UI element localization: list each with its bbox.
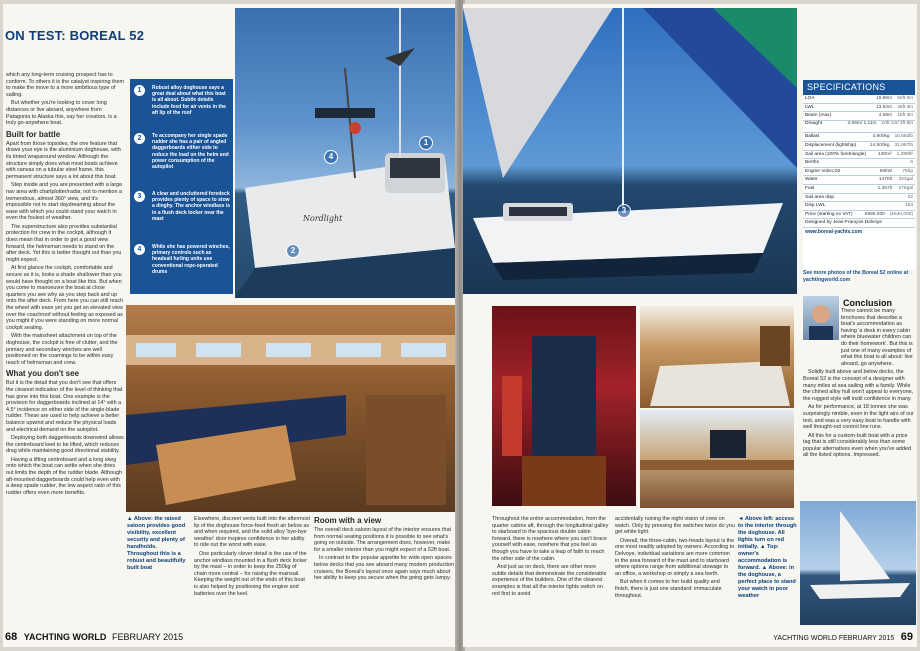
spec-imperial: 52ft 0in [897,96,913,101]
spec-imperial: 153 [904,203,913,209]
page-number-right: 69 [900,631,913,643]
conclusion-text: There cannot be many brochures that describe a boat's accommodation as having 'a desk in every cabin where bluewater children can do their homework'. But this is just one of many examples of what this boat is all about: live aboard, go anywhere. Solidly built above and below decks, the Boreal 52 is the concept of a designer with many miles at sea sailing with a family. While the chined alloy hull won't appeal to everyone, the rugged style will instil confidence in many. As for performance, at 18 tonnes she was surprisingly nimble, even in the light airs of our test, and was a very easy boat to handle with well thought-out control line runs. All this for a custom-built boat with a price tag that is still considerably less than some popular alternatives even when you've added all the listed options. Impressed. [803,308,914,459]
spec-imperial: 6 [910,160,913,166]
left-column-1: which any long-term cruising prospect has to conform. To others it is the catalyst inspiring them to make the move to a more ambitious type of sailing. But whether you're looking to cover long distances or live aboard, anywhere from Patagonia to Alaska this, say her creators, is a truly go-anywhere boat. Built for battle Apart from those topsides, the one feature that draws your eye is the aluminium doghouse, with its tinted wraparound window. Although the structure simply does what most boats achieve with canvas on a tubular steel frame, this permanent structure says a lot about this boat. Step inside and you are presented with a large nav area with chartplotter/radar, not to mention a tremendous, almost 360° view, and it's impossible not to start daydreaming about the ease with which you could stand your watch in even the foulest of weather. The superstructure also provides substantial protection for crew in the cockpit, although it does mean that in order to get a good view forward, the helmsman needs to stand on the after deck. Yet this is better thought out than you might expect. At first glance the cockpit, comfortable and secure as it is, looks a shade shallower than you would have thought on a boat like this. But when you come to manoeuvre the boat at close quarters you see why as you step back and up onto the after deck. From here you can still reach the wheel with ease yet you get an elevated view over the coachroof without feeling as exposed as you might if you were standing on more normal cockpit seating. With the mainsheet attachment on top of the doghouse, the cockpit is free of clutter, and the primary and secondary winches are well positioned on the coamings to be within easy reach of helmsman and crew. What you don't see But it is the detail that you don't see that offers the clearest indication of the level of thinking that has gone into this boat. One example is the provision for daggerboards inclined at 14° with a 4.5° incidence on either side of the single-blade rudder. These are used to help achieve a better balance upwind and reduce the physical loads and electrical demand on the autopilot. Deploying both daggerboards downwind allows the centreboard keel to be lifted, which reduces drag while maintaining good directional stability. Having a lifting centreboard and a long skeg onto which the boat can settle when she dries out limits the depth of the rudder blade. Although aft-mounted daggerboards could help even with a deep spade rudder, the low aspect ratio of this rudder offers even more benefits. [6,72,124,496]
spec-label: Beam (max) [805,113,832,119]
specifications-table [803,80,915,270]
spec-imperial: 31,967lb [894,142,913,148]
see-more-link[interactable]: See more photos of the Boreal 52 online at yachtingworld.com [803,270,909,283]
spec-metric: 56kW [879,168,892,174]
page-header: ON TEST: BOREAL 52 [5,28,145,43]
spec-row [803,112,915,121]
spec-metric: 4,800kg [872,134,890,140]
doghouse-access-photo [492,306,636,506]
photo-marker-1: 1 [419,136,433,150]
deck-photo [235,8,457,298]
spec-row [803,159,915,168]
left-column-3: Elsewhere, discreet vents built into the aftermost lip of the doghouse force-feed fresh air below as and when required, and the solid alloy 'bye-bye weather' door inspires confidence in her ability to ride out the worst with ease. One particularly clever detail is the use of the anchor windlass mounted in a flush deck locker by the mast – in order to keep the 250kg of chain more central – for raising the mainsail. Keeping the weight out of the ends of this boat is also helped by positioning the engine and batteries over the keel. [194,516,310,597]
spec-imperial: 1,399ft² [896,151,913,157]
conclusion-heading: Conclusion [843,298,892,308]
spec-metric: 4.68m [878,113,892,119]
spec-imperial: 323gal [898,177,913,183]
footer-right-text: YACHTING WORLD FEBRUARY 2015 [773,635,895,642]
photo-marker-2: 2 [286,244,300,258]
spec-label: Engine Volvo D2 [805,168,841,174]
spec-label: Ballast [805,134,820,140]
designer-credit: Designed by Jean-François Delvoye [803,219,915,228]
deck-photo-art [235,8,457,298]
spec-label: Sail area (100% foretriangle) [805,151,867,157]
spec-label: LWL [805,104,815,110]
spec-metric: 14,500kg [869,142,890,148]
spec-label: Price (starting ex VAT) [805,211,853,217]
page-number-left: 68 [5,631,18,643]
spec-label: Berths [805,160,819,166]
owner-cabin-photo [640,306,794,408]
spec-metric [876,202,892,210]
builder-website[interactable]: www.boreal-yachts.com [805,229,863,236]
doghouse-nav-art [640,410,794,508]
spec-row [803,176,915,185]
spec-row [803,95,915,104]
spec-metric: 1,257lt [877,185,892,191]
spec-metric: 1470lt [878,177,892,183]
callout-1: 1 Robust alloy doghouse says a great deal about what this boat is all about. Subtle details include feed for air vents in the aft lip of the roof [134,85,231,116]
right-column-2: accidentally ruining the night vision of crew on watch. Only by pressing the switches twice do you get white light. Overall, the three-cabin, two-heads layout is the one most readily adopted by owners. According to Delvoye, individual variations are more common in the area forward of the mast and to starboard where options range from additional stowage to an office, a workshop or simply a sea berth. But when it comes to her build quality and finish, there is just one standard: immaculate throughout. [615,516,735,599]
footer-right [773,631,913,643]
doghouse-nav-photo [640,410,794,508]
spec-imperial: 45ft 4in [897,104,913,110]
spec-label: Draught [805,120,823,126]
spec-row [803,194,915,203]
spec-metric: 13.82m [876,104,892,110]
callout-4: 4 While she has powered winches, primary controls such as headsail furling units use conventional rope-operated drums [134,244,231,275]
left-page [3,4,457,647]
spec-row [803,121,915,134]
sailing-photo [463,8,797,294]
photo-marker-4: 4 [324,150,338,164]
spec-label: Displacement (lightship) [805,142,857,148]
saloon-photo [126,305,456,512]
hull-name: Nordlight [303,214,343,223]
spec-row [803,104,915,113]
right-column-1: Throughout the entire accommodation, from the quarter cabins aft, through the longitudinal galley to starboard to the spacious double cabin forward, there is nowhere where you can't brace yourself with ease, nowhere that you feel as though you have to take a leap of faith to reach the other side of the cabin. And just as on deck, there are other more subtle details that demonstrate the considerable experience of the builders. One of the clearest examples is that all the interior lights switch on red first to avoid [492,516,609,597]
callout-box [130,79,233,294]
spec-label: Fuel [805,185,815,191]
spec-imperial: 22 [907,194,913,200]
spec-imperial: 75hp [902,168,913,174]
spec-imperial: 10,582lb [894,134,913,140]
callout-3: 3 A clear and uncluttered foredeck provides plenty of space to stow a dinghy. The anchor windlass is in a flush deck locker near the mast [134,191,231,222]
spec-row [803,133,915,142]
photo-marker-3: 3 [617,204,631,218]
spec-label: LOA [805,96,815,101]
saloon-photo-art [126,305,456,512]
subhead-built-for-battle: Built for battle [6,129,61,139]
spec-metric: 15.86m [876,96,892,101]
spec-metric [876,194,892,202]
sailing-photo-small-art [800,501,916,625]
subhead-room-with-a-view: Room with a view [314,516,382,525]
right-page [463,4,917,647]
spec-imperial: 15ft 3in [897,113,913,119]
specifications-title: SPECIFICATIONS [803,80,915,95]
left-column-4: Room with a view The overall deck saloon layout of the interior ensures that from normal seating positions it is possible to see what's going on outside. The arrangement does, however, make for a smaller interior than you might expect of a 52ft boat. In contrast to the popular appetite for wide open spaces below decks that you see aboard many modern production cruisers, the Boreal's layout once again says much about her ability to keep you secure when the going gets lumpy. [314,516,454,582]
footer-left [5,631,183,643]
spec-label: Disp LWL [805,203,826,209]
spec-metric [876,159,892,167]
owner-cabin-art [640,306,794,408]
spec-metric: 130m² [878,151,892,157]
spec-metric: 3.06m/ 1.11m [847,120,877,126]
spec-row [803,151,915,160]
spec-row [803,211,915,220]
subhead-what-you-dont-see: What you don't see [6,369,80,379]
spec-metric: €685,000 [864,211,885,217]
spec-row [803,202,915,211]
spec-imperial: 10ft 1in/ 3ft 8in [881,120,913,126]
sailing-photo-art [463,8,797,294]
spec-label: Sail area disp [805,194,835,200]
publication-name: YACHTING WORLD [23,632,107,642]
spec-row [803,168,915,177]
spec-row [803,185,915,194]
right-caption: ◄ Above left: access to the interior through the doghouse. All lights turn on red initially. ▲ Top: owner's accommodation is forward. ▲ Above: in the doghouse, a perfect place to stand your watch in poor weather [738,516,797,599]
spec-row [803,142,915,151]
spec-imperial: 276gal [898,185,913,191]
sailing-photo-small [800,501,916,625]
callout-2: 2 To accompany her single spade rudder she has a pair of angled daggerboards either side to reduce the load on the helm and power consumption of the autopilot [134,133,231,170]
doghouse-access-art [492,306,636,506]
spec-imperial: (£540,000) [889,211,913,217]
left-caption: ▲ Above: the raised saloon provides good visibility, excellent security and plenty of handholds. Throughout this is a robust and beautifully built boat [127,516,186,571]
spec-label: Water [805,177,818,183]
issue-date: FEBRUARY 2015 [111,632,184,642]
